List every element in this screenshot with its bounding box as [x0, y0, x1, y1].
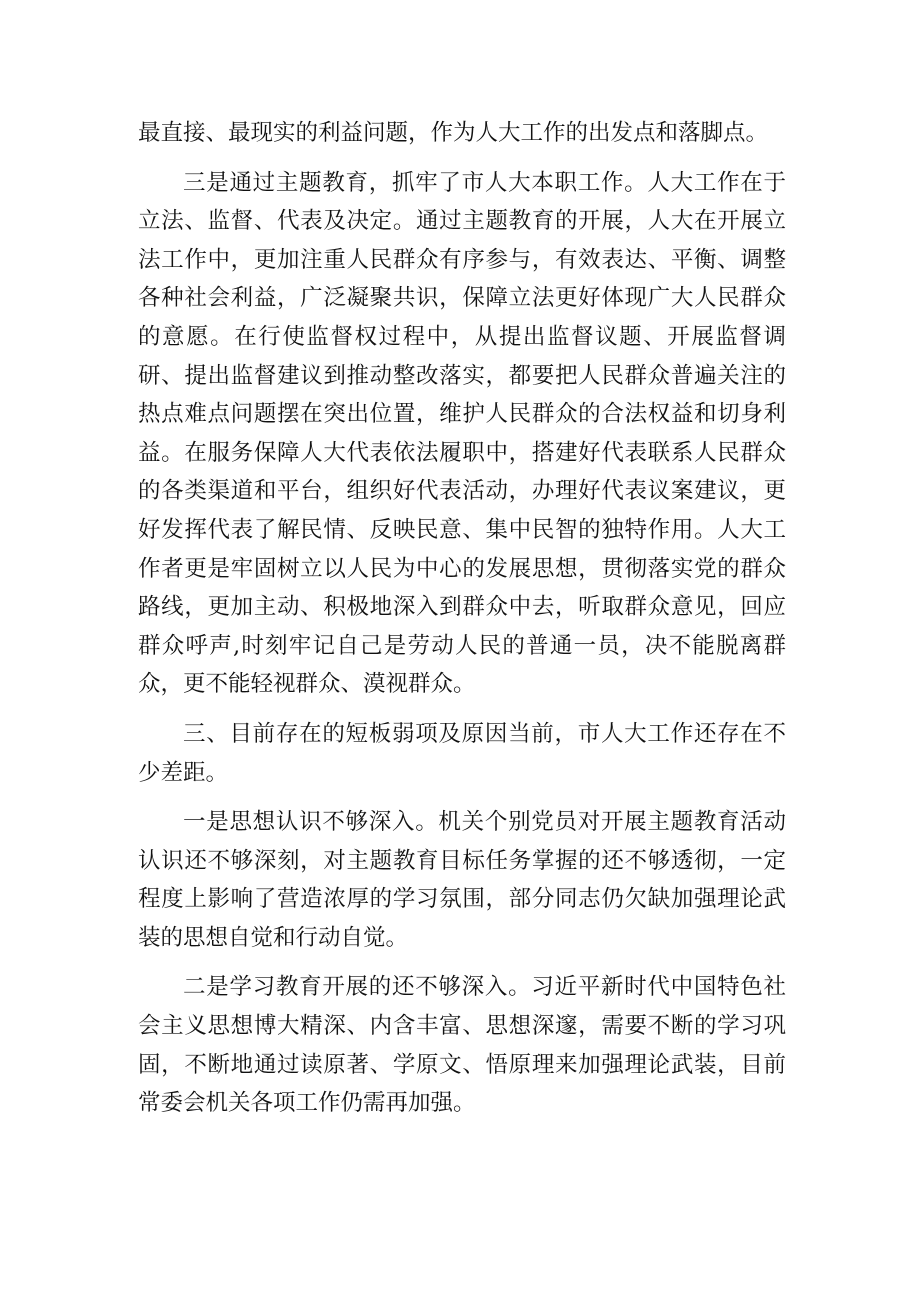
paragraph-study-education: 二是学习教育开展的还不够深入。习近平新时代中国特色社会主义思想博大精深、内含丰富、思想深邃，需要不断的学习巩固，不断地通过读原著、学原文、悟原理来加强理论武装，目前常委会机关各项工作仍需再加强。 — [138, 974, 786, 1117]
section-heading-shortcomings: 三、目前存在的短板弱项及原因当前，市人大工作还存在不少差距。 — [138, 720, 786, 786]
paragraph-gap — [138, 153, 786, 164]
document-body — [138, 114, 786, 1123]
paragraph-thinking-awareness: 一是思想认识不够深入。机关个别党员对开展主题教育活动认识还不够深刻，对主题教育目标任务掌握的还不够透彻，一定程度上影响了营造浓厚的学习氛围，部分同志仍欠缺加强理论武装的思想自觉和行动自觉。 — [138, 809, 786, 951]
paragraph-gap — [138, 704, 786, 715]
paragraph-gap — [138, 792, 786, 803]
paragraph-legislation-work: 三是通过主题教育，抓牢了市人大本职工作。人大工作在于立法、监督、代表及决定。通过主题教育的开展，人大在开展立法工作中，更加注重人民群众有序参与，有效表达、平衡、调整各种社会利益，广泛凝聚共识，保障立法更好体现广大人民群众的意愿。在行使监督权过程中，从提出监督议题、开展监督调研、提出监督建议到推动整改落实，都要把人民群众普遍关注的热点难点问题摆在突出位置，维护人民群众的合法权益和切身利益。在服务保障人大代表依法履职中，搭建好代表联系人民群众的各类渠道和平台，组织好代表活动，办理好代表议案建议，更好发挥代表了解民情、反映民意、集中民智的独特作用。人大工作者更是牢固树立以人民为中心的发展思想，贯彻落实党的群众路线，更加主动、积极地深入到群众中去，听取群众意见，回应群众呼声,时刻牢记自己是劳动人民的普通一员，决不能脱离群众，更不能轻视群众、漠视群众。 — [138, 169, 786, 698]
paragraph-continuation: 最直接、最现实的利益问题，作为人大工作的出发点和落脚点。 — [138, 120, 769, 146]
paragraph-gap — [138, 957, 786, 968]
